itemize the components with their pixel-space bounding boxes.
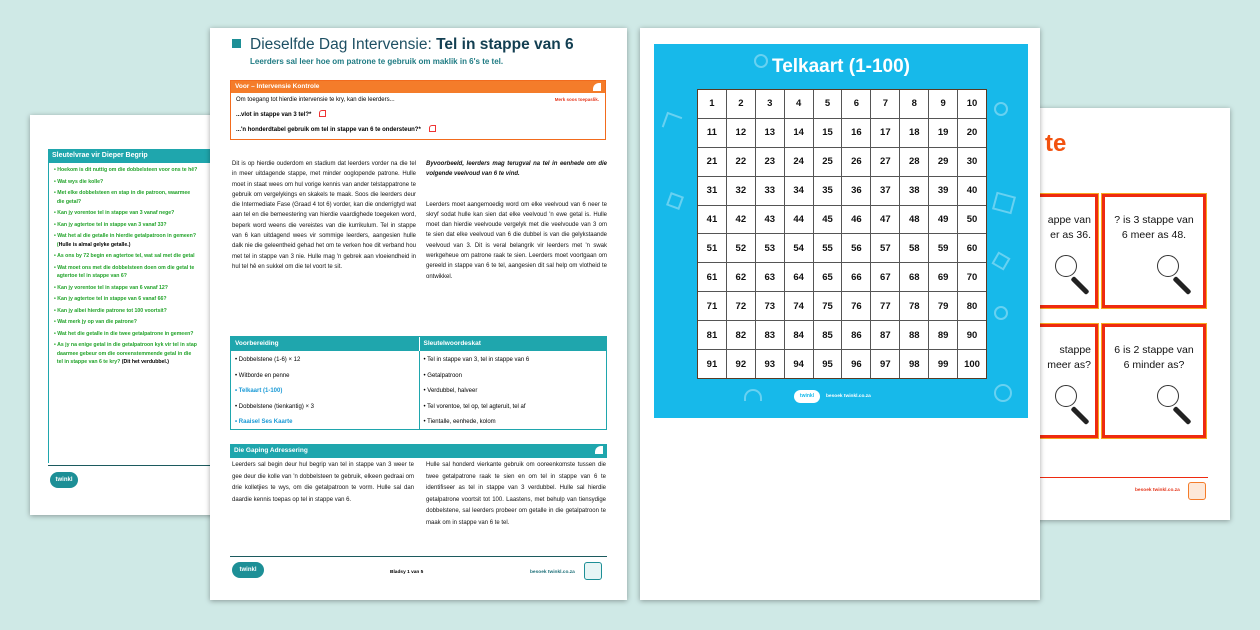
prep-item: • Witborde en penne: [235, 369, 415, 385]
grid-cell-67: 67: [871, 263, 899, 291]
puzzle-card: [1102, 324, 1206, 438]
grid-cell-88: 88: [900, 321, 928, 349]
questions-page: [30, 115, 220, 515]
page-number: Bladsy 1 van 5: [390, 570, 424, 575]
grid-cell-44: 44: [785, 206, 813, 234]
grid-cell-30: 30: [958, 148, 986, 176]
grid-cell-62: 62: [727, 263, 755, 291]
card-text: 6 is 2 stappe van 6 minder as?: [1114, 344, 1194, 371]
badge-icon: [1188, 482, 1206, 500]
grid-cell-87: 87: [871, 321, 899, 349]
grid-cell-96: 96: [842, 350, 870, 378]
grid-cell-36: 36: [842, 177, 870, 205]
decor-shape: [994, 102, 1008, 116]
badge-icon: [584, 562, 602, 580]
grid-cell-77: 77: [871, 292, 899, 320]
question-item: • As ons by 72 begin en agtertoe tel, wat sal met die getal: [54, 253, 195, 259]
grid-cell-24: 24: [785, 148, 813, 176]
grid-cell-58: 58: [900, 234, 928, 262]
grid-cell-42: 42: [727, 206, 755, 234]
grid-cell-20: 20: [958, 119, 986, 147]
grid-cell-100: 100: [958, 350, 986, 378]
grid-cell-71: 71: [698, 292, 726, 320]
decor-shape: [991, 251, 1010, 270]
prep-item[interactable]: • Telkaart (1-100): [235, 384, 415, 400]
square-bullet-icon: [232, 39, 241, 48]
vocab-item: • Tel vorentoe, tel op, tel agteruit, tel af: [424, 400, 603, 416]
preparation-table: [230, 336, 607, 430]
grid-cell-21: 21: [698, 148, 726, 176]
page-title: Dieselfde Dag Intervensie: Tel in stappe van 6: [232, 36, 574, 54]
decor-shape: [994, 306, 1008, 320]
grid-cell-46: 46: [842, 206, 870, 234]
question-item: • Kan jy vorentoe tel in stappe van 6 vanaf 12?: [54, 284, 168, 291]
grid-cell-92: 92: [727, 350, 755, 378]
grid-cell-5: 5: [814, 90, 842, 118]
prep-list: [235, 353, 415, 431]
grid-cell-73: 73: [756, 292, 784, 320]
check-item: ...'n honderdtabel gebruik om tel in stappe van 6 te ondersteun?*: [236, 127, 421, 133]
grid-cell-51: 51: [698, 234, 726, 262]
footer-divider: [48, 465, 220, 466]
grid-cell-91: 91: [698, 350, 726, 378]
grid-cell-63: 63: [756, 263, 784, 291]
grid-cell-11: 11: [698, 119, 726, 147]
grid-cell-76: 76: [842, 292, 870, 320]
grid-cell-86: 86: [842, 321, 870, 349]
decor-shape: [666, 192, 684, 210]
intro-paragraph: Dit is op hierdie ouderdom en stadium dat leerders vorder na die tel in meer uitdagende stappe, met minder ooglopende patrone. Hulle moet in staat wees om hul vorige kennis van ander telstappatrone te gebruik om vergelykings en skakels te maak. Soos die leerders deur die Intermediate Fase (Graad 4 tot 6) vorder, kan die onderrigtyd wat aan tel en die bemeestering van hierdie vaardighede toegeken word, beperk word weens die vereistes van die kurrikulum. Tel in stappe van 6 kan uitdagend wees vir sommige leerders, aangesien hulle dalk nie die geleentheid gehad het om te verken hoe dit verband hou met tel in stappe van 3 nie. Hulle mag 'n gebrek aan vloeiendheid in hul tel hê en sukkel om die tel voort te sit.: [232, 161, 416, 270]
decor-shape: [662, 112, 683, 133]
grid-cell-10: 10: [958, 90, 986, 118]
question-item: die getal?: [56, 198, 82, 205]
checkbox[interactable]: [319, 110, 326, 117]
prep-item: • Dobbelstene (tienkantig) × 3: [235, 400, 415, 416]
grid-cell-48: 48: [900, 206, 928, 234]
grid-cell-94: 94: [785, 350, 813, 378]
grid-cell-70: 70: [958, 263, 986, 291]
grid-cell-57: 57: [871, 234, 899, 262]
grid-cell-38: 38: [900, 177, 928, 205]
magnifier-icon: [1157, 255, 1179, 277]
question-item: • As jy na enige getal in die getalpatroon kyk vir tel in stap: [54, 342, 197, 348]
grid-cell-78: 78: [900, 292, 928, 320]
grid-cell-80: 80: [958, 292, 986, 320]
mark-note: Merk soos toepaslik.: [554, 97, 599, 102]
grid-cell-12: 12: [727, 119, 755, 147]
grid-cell-60: 60: [958, 234, 986, 262]
check-item: ...vlot in stappe van 3 tel?*: [236, 112, 312, 118]
grid-cell-4: 4: [785, 90, 813, 118]
grid-cell-40: 40: [958, 177, 986, 205]
grid-cell-41: 41: [698, 206, 726, 234]
prep-item: • Dobbelstene (1-6) × 12: [235, 353, 415, 369]
intro-paragraph-right: [426, 159, 607, 282]
grid-cell-54: 54: [785, 234, 813, 262]
hundred-chart-page: [640, 28, 1040, 600]
grid-cell-95: 95: [814, 350, 842, 378]
grid-cell-9: 9: [929, 90, 957, 118]
grid-cell-13: 13: [756, 119, 784, 147]
question-item: agtertoe tel in stappe van 6?: [56, 273, 127, 279]
grid-cell-98: 98: [900, 350, 928, 378]
gap-paragraph: Leerders sal begin deur hul begrip van tel in stappe van 3 weer te gee deur die kolle van 'n dobbelsteen te gebruik, elkeen gedraai om drie kolletjies te wys, om die getalpatroon te vorm. Hulle sal dan daardie kennis toepas op tel in stappe van 6.: [232, 462, 414, 503]
magnifier-icon: [1055, 255, 1077, 277]
grid-cell-72: 72: [727, 292, 755, 320]
gap-header: Die Gaping Adressering: [230, 444, 607, 458]
grid-cell-35: 35: [814, 177, 842, 205]
grid-cell-32: 32: [727, 177, 755, 205]
paragraph: Leerders moet aangemoedig word om elke veelvoud van 6 neer te skryf sodat hulle kan sien dat elke veelvoud 'n ewe getal is. Hulle moet dan hierdie veelvoude vergelyk met die veelvoude van 3 om te sien dat elke veelvoud van 6 die dubbel is van die gelykstaande veelvoud van 3. Dit is veral belangrik vir leerders met 'n swak werkgeheue om patrone raak te sien. Leerders moet voortgaan om gereeld in stappe van 6 te tel, aangesien dit sal help om vlotheid te ontwikkel.: [426, 201, 607, 280]
gap-paragraph: Hulle sal honderd vierkante gebruik om ooreenkomste tussen die twee getalpatrone raak te sien en om tel in stappe van 6 te identifiseer as tel in stappe van 3 verdubbel. Hulle sal hierdie getalpatrone voortsit tot 100. Laastens, met behulp van tiensydige dobbelstene, sal leerders probeer om getalle in die getalpatroon te maak om in stappe van 6 te tel.: [426, 462, 606, 526]
grid-cell-59: 59: [929, 234, 957, 262]
hundred-chart-panel: [654, 44, 1028, 418]
example-note: Byvoorbeeld, leerders mag terugval na tel in eenhede om die volgende veelvoud van 6 te vind.: [426, 161, 607, 178]
question-item: • Wat het al die getalle in hierdie getalpatroon in gemeen?: [54, 233, 197, 239]
grid-cell-34: 34: [785, 177, 813, 205]
check-header: Voor – Intervensie Kontrole: [235, 83, 320, 90]
grid-cell-97: 97: [871, 350, 899, 378]
vocab-item: • Tel in stappe van 3, tel in stappe van 6: [424, 353, 603, 369]
grid-cell-93: 93: [756, 350, 784, 378]
grid-cell-90: 90: [958, 321, 986, 349]
grid-cell-37: 37: [871, 177, 899, 205]
question-item: • Wat het die getalle in die twee getalpatrone in gemeen?: [54, 330, 194, 337]
question-item: • Kan jy agtertoe tel in stappe van 3 vanaf 33?: [54, 221, 167, 228]
question-item: • Wat merk jy op van die patrone?: [54, 319, 137, 325]
card-text: stappe meer as?: [1047, 344, 1091, 371]
grid-cell-45: 45: [814, 206, 842, 234]
grid-cell-68: 68: [900, 263, 928, 291]
question-item: tel in stappe van 6 te kry? (Dit het verdubbel.): [56, 359, 170, 365]
pre-intervention-check: [230, 80, 606, 140]
grid-cell-75: 75: [814, 292, 842, 320]
vocab-item: • Getalpatroon: [424, 369, 603, 385]
question-item: • Met elke dobbelsteen en stap in die patroon, waarmee: [54, 190, 191, 196]
grid-cell-14: 14: [785, 119, 813, 147]
question-item: daarmee gebeur om die ooreenstemmende getal in die: [56, 350, 192, 357]
grid-cell-2: 2: [727, 90, 755, 118]
vocab-item: • Tientalle, eenhede, kolom: [424, 415, 603, 431]
vocab-list: [424, 353, 603, 431]
grid-cell-23: 23: [756, 148, 784, 176]
magnifier-icon: [1157, 385, 1179, 407]
prep-item[interactable]: • Raaisel Ses Kaarte: [235, 415, 415, 431]
question-item: • Hoekom is dit nuttig om die dobbelsteen voor ons te hê?: [54, 167, 198, 173]
grid-cell-15: 15: [814, 119, 842, 147]
question-list: [49, 163, 220, 367]
twinkl-logo: twinkl: [794, 390, 820, 403]
page-title-fragment: te: [1045, 130, 1067, 157]
grid-cell-3: 3: [756, 90, 784, 118]
grid-cell-85: 85: [814, 321, 842, 349]
grid-cell-29: 29: [929, 148, 957, 176]
question-item: • Kan jy agtertoe tel in stappe van 6 vanaf 66?: [54, 296, 167, 302]
site-link[interactable]: besoek twinkl.co.za: [1135, 488, 1180, 493]
puzzle-card: [1102, 194, 1206, 308]
grid-cell-53: 53: [756, 234, 784, 262]
hundred-grid: [697, 89, 987, 379]
decor-shape: [992, 192, 1016, 215]
grid-cell-82: 82: [727, 321, 755, 349]
check-intro: Om toegang tot hierdie intervensie te kry, kan die leerders...: [236, 97, 395, 103]
grid-cell-19: 19: [929, 119, 957, 147]
grid-cell-26: 26: [842, 148, 870, 176]
grid-cell-28: 28: [900, 148, 928, 176]
grid-cell-22: 22: [727, 148, 755, 176]
grid-cell-83: 83: [756, 321, 784, 349]
vocab-header: Sleutelwoordeskat: [419, 337, 607, 351]
grid-cell-31: 31: [698, 177, 726, 205]
grid-cell-25: 25: [814, 148, 842, 176]
vocab-item: • Verdubbel, halveer: [424, 384, 603, 400]
grid-cell-7: 7: [871, 90, 899, 118]
twinkl-logo: twinkl: [232, 562, 264, 578]
section-header: Sleutelvrae vir Dieper Begrip: [48, 149, 220, 163]
grid-cell-99: 99: [929, 350, 957, 378]
grid-cell-43: 43: [756, 206, 784, 234]
question-item: • Wat wys die kolle?: [54, 178, 104, 185]
grid-cell-61: 61: [698, 263, 726, 291]
lesson-plan-page: [210, 28, 627, 600]
footer-divider: [1040, 477, 1208, 478]
grid-cell-39: 39: [929, 177, 957, 205]
grid-cell-84: 84: [785, 321, 813, 349]
page-subtitle: Leerders sal leer hoe om patrone te gebruik om maklik in 6's te tel.: [250, 57, 504, 66]
grid-cell-27: 27: [871, 148, 899, 176]
grid-cell-69: 69: [929, 263, 957, 291]
grid-cell-6: 6: [842, 90, 870, 118]
decor-shape: [994, 384, 1012, 402]
grid-cell-8: 8: [900, 90, 928, 118]
grid-cell-16: 16: [842, 119, 870, 147]
grid-cell-89: 89: [929, 321, 957, 349]
decor-shape: [744, 389, 762, 401]
magnifier-icon: [1055, 385, 1077, 407]
grid-cell-47: 47: [871, 206, 899, 234]
card-text: appe van er as 36.: [1047, 214, 1091, 241]
twinkl-logo: twinkl: [50, 472, 78, 488]
question-item: • Kan jy vorentoe tel in stappe van 3 vanaf nege?: [54, 210, 175, 216]
question-item: • Kan jy albei hierdie patrone tot 100 voortsit?: [54, 307, 167, 314]
grid-cell-74: 74: [785, 292, 813, 320]
card-text: ? is 3 stappe van 6 meer as 48.: [1114, 214, 1194, 241]
corner-icon: [593, 83, 601, 91]
prep-header: Voorbereiding: [231, 337, 419, 351]
grid-cell-50: 50: [958, 206, 986, 234]
grid-cell-52: 52: [727, 234, 755, 262]
grid-cell-81: 81: [698, 321, 726, 349]
site-link[interactable]: besoek twinkl.co.za: [530, 570, 575, 575]
grid-cell-79: 79: [929, 292, 957, 320]
corner-icon: [595, 446, 603, 454]
grid-cell-65: 65: [814, 263, 842, 291]
grid-cell-56: 56: [842, 234, 870, 262]
question-item: • Wat moet ons met die dobbelsteen doen om die getal te: [54, 264, 195, 271]
grid-cell-18: 18: [900, 119, 928, 147]
grid-cell-64: 64: [785, 263, 813, 291]
chart-title: Telkaart (1-100): [772, 56, 910, 77]
footer-divider: [230, 556, 607, 557]
grid-cell-49: 49: [929, 206, 957, 234]
grid-cell-1: 1: [698, 90, 726, 118]
grid-cell-33: 33: [756, 177, 784, 205]
grid-cell-55: 55: [814, 234, 842, 262]
question-item: (Hulle is almal gelyke getalle.): [56, 241, 131, 248]
grid-cell-66: 66: [842, 263, 870, 291]
grid-cell-17: 17: [871, 119, 899, 147]
site-link[interactable]: besoek twinkl.co.za: [826, 394, 871, 399]
checkbox[interactable]: [429, 125, 436, 132]
